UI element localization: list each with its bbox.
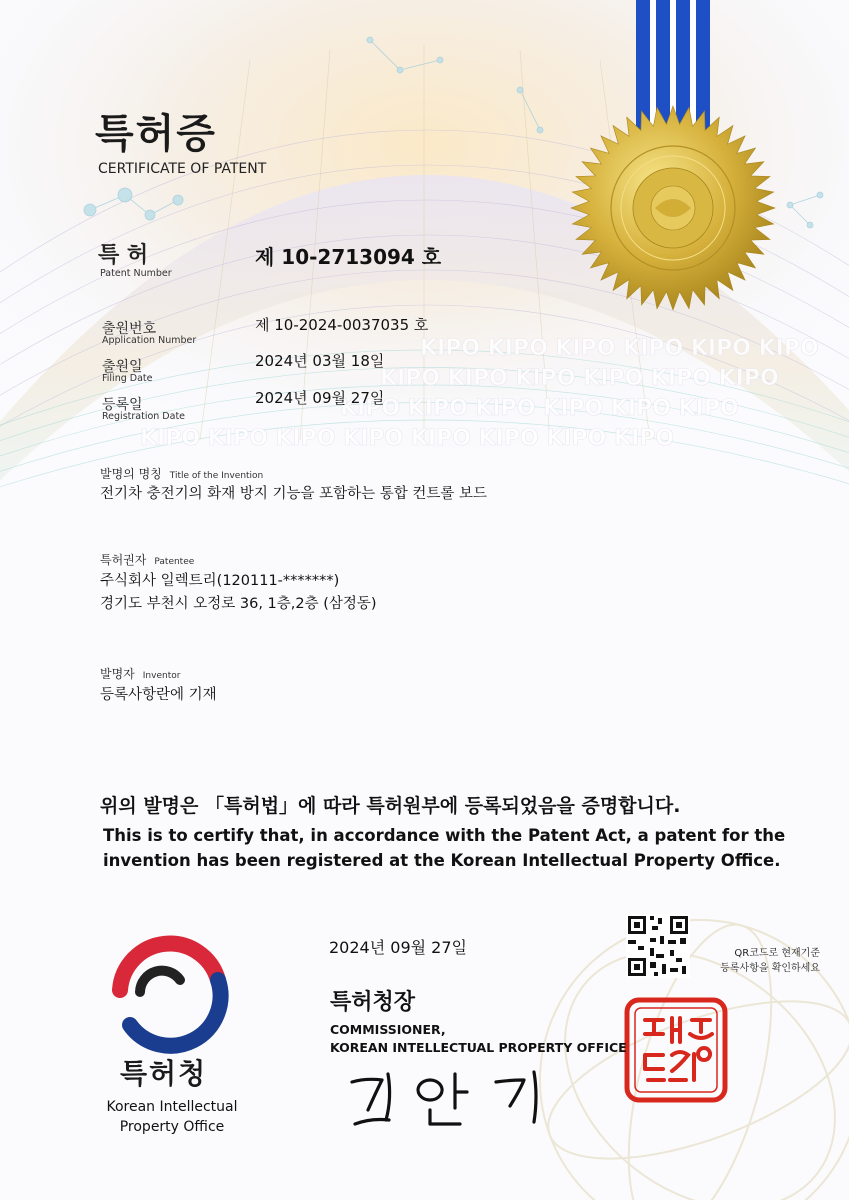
filing-date-label-english: Filing Date [102,373,153,384]
certification-statement-english-line2: invention has been registered at the Korean Intellectual Property Office. [103,851,781,870]
invention-title-header [100,463,263,482]
application-number-label: 출원번호 [102,321,157,337]
invention-title-label-english: Title of the Invention [169,471,264,481]
patentee-label-english: Patentee [154,557,195,567]
registration-date-value: 2024년 09월 27일 [255,389,385,407]
commissioner-title-english-line1: COMMISSIONER, [330,1022,446,1037]
certification-statement-korean: 위의 발명은 「특허법」에 따라 특허원부에 등록되었음을 증명합니다. [100,795,681,817]
patentee-name: 주식회사 일렉트리(120111-*******) [100,573,340,589]
issue-date: 2024년 09월 27일 [329,938,467,957]
patent-number-value: 제 10-2713094 호 [255,245,442,269]
svg-text:KIPO KIPO KIPO KIPO KIPO: KIPO KIPO KIPO KIPO KIPO KIPO KIPO KIPO [140,426,675,451]
certificate-title-english: CERTIFICATE OF PATENT [98,161,267,177]
patent-number-label-english: Patent Number [100,268,172,279]
application-number-value: 제 10-2024-0037035 호 [255,316,429,334]
registration-date-label: 등록일 [102,397,143,413]
qr-code-note [680,946,820,976]
patentee-label: 특허권자 [100,553,147,567]
patentee-address: 경기도 부천시 오정로 36, 1층,2층 (삼정동) [100,596,377,612]
certification-statement-english-line1: This is to certify that, in accordance with the Patent Act, a patent for the [103,826,786,845]
filing-date-value: 2024년 03월 18일 [255,352,385,370]
inventor-value: 등록사항란에 기재 [100,687,217,703]
gold-seal-icon [571,106,775,310]
commissioner-title: 특허청장 [330,990,416,1015]
qr-note-line2: 등록사항을 확인하세요 [720,963,820,974]
filing-date-label: 출원일 [102,359,143,375]
invention-title-label: 발명의 명칭 [100,467,162,481]
office-name-english-line2: Property Office [119,1119,225,1135]
certificate-title: 특허증 [95,111,217,157]
svg-text:KIPO KIPO KIPO KIPO KIPO: KIPO KIPO KIPO KIPO KIPO KIPO [380,366,779,391]
inventor-label-english: Inventor [142,671,181,681]
office-name-english-line1: Korean Intellectual [106,1099,238,1115]
svg-text:KIPO KIPO KIPO KIPO KIPO: KIPO KIPO KIPO KIPO KIPO KIPO [420,336,819,361]
application-number-label-english: Application Number [102,335,197,346]
patentee-header [100,549,194,568]
registration-date-label-english: Registration Date [102,411,186,422]
qr-note-line1: QR코드로 현재기준 [734,948,820,959]
svg-text:KIPO KIPO KIPO KIPO KIPO: KIPO KIPO KIPO KIPO KIPO KIPO [340,396,739,421]
commissioner-title-english-line2: KOREAN INTELLECTUAL PROPERTY OFFICE [330,1040,627,1055]
office-name-english [92,1097,252,1137]
invention-title-value: 전기차 충전기의 화재 방지 기능을 포함하는 통합 컨트롤 보드 [100,486,488,502]
patent-number-label: 특 허 [98,243,149,268]
inventor-header [100,663,180,682]
inventor-label: 발명자 [100,667,135,681]
office-name-korean: 특허청 [120,1057,208,1090]
